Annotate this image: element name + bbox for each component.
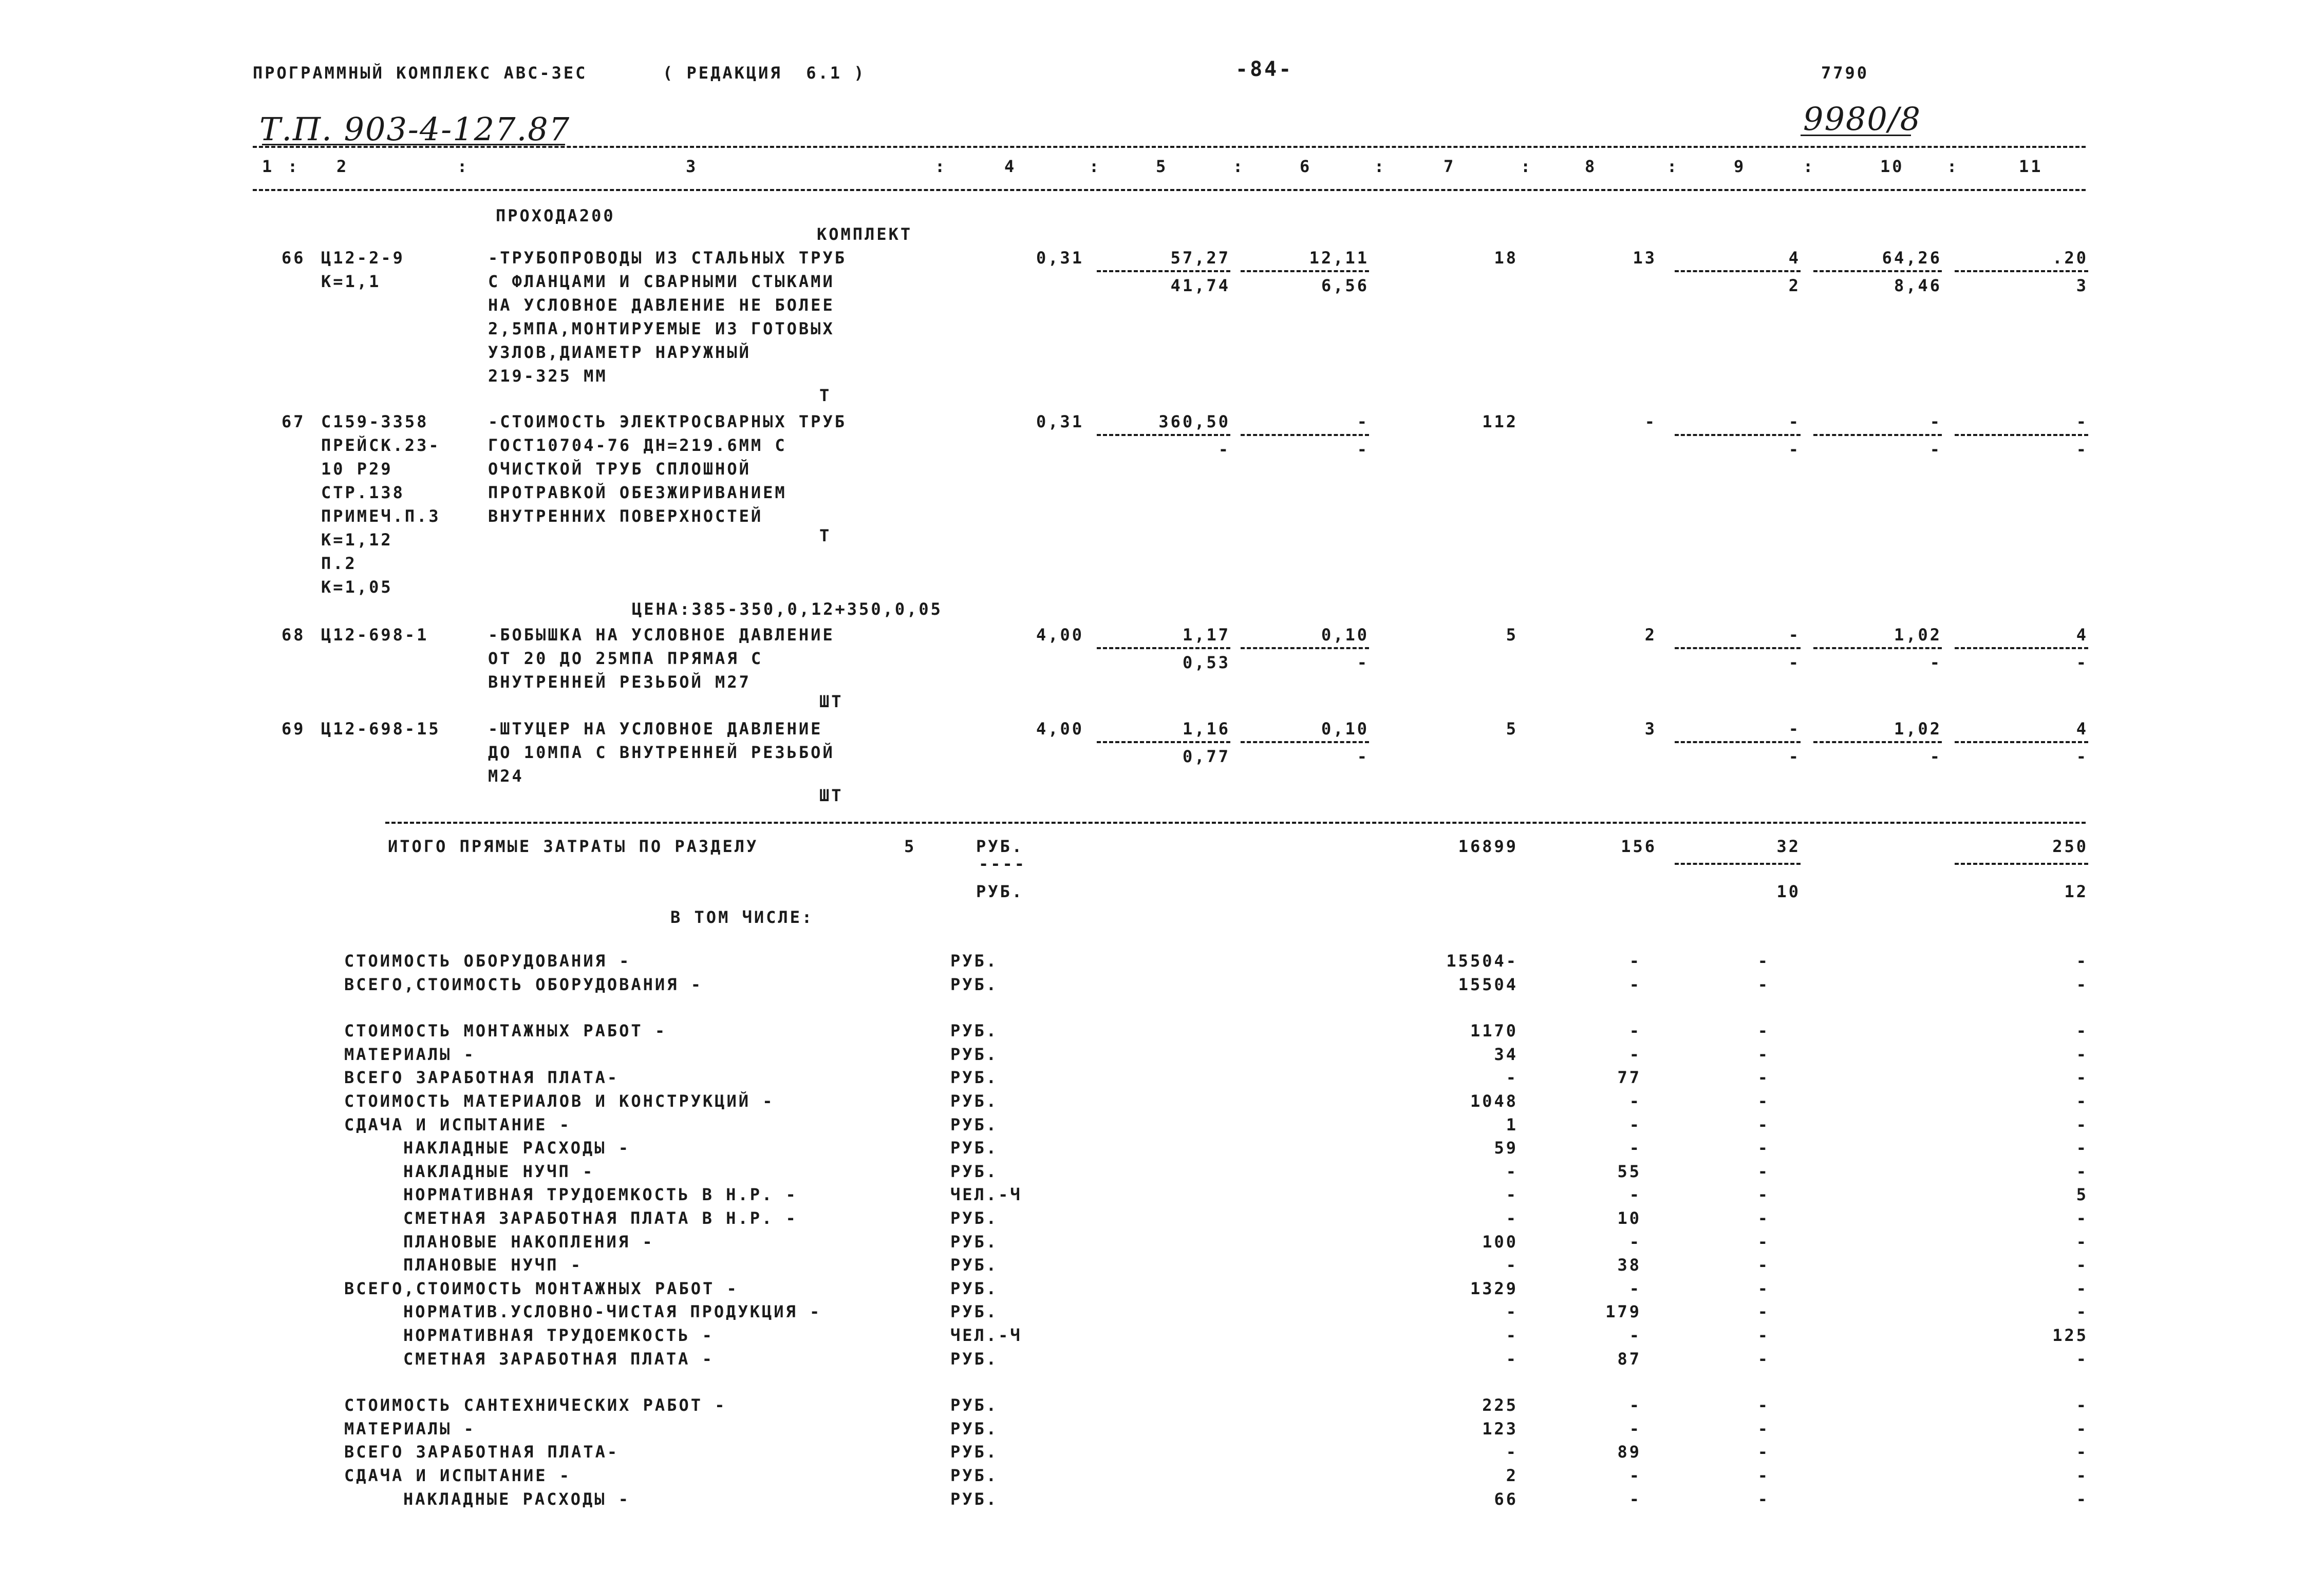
value-c7: 112 (1482, 412, 1518, 431)
summary-c11: - (2076, 1161, 2088, 1181)
subtotal-divider (1675, 270, 1801, 272)
summary-label: ВСЕГО,СТОИМОСТЬ ОБОРУДОВАНИЯ - (344, 974, 703, 994)
summary-c7: - (1506, 1068, 1518, 1088)
value-c11-salary: - (2076, 747, 2088, 766)
quantity: 0,31 (1036, 412, 1084, 431)
value-c10: - (1929, 412, 1942, 431)
summary-c9: - (1757, 1489, 1770, 1509)
summary-c8: 55 (1617, 1161, 1641, 1181)
summary-c7: 1 (1506, 1114, 1518, 1134)
summary-c8: - (1629, 1232, 1641, 1252)
item-code: СТР.138 (321, 483, 405, 502)
value-c10-salary: - (1929, 653, 1942, 672)
doc-number: 7790 (1821, 63, 1869, 83)
header-rule-top (253, 146, 2086, 148)
total-label: ИТОГО ПРЯМЫЕ ЗАТРАТЫ ПО РАЗДЕЛУ (388, 837, 759, 856)
summary-c11: - (2076, 1068, 2088, 1088)
quantity: 4,00 (1036, 719, 1084, 739)
quantity: 0,31 (1036, 248, 1084, 268)
summary-c11: - (2076, 951, 2088, 971)
column-header-1: 1 (262, 157, 274, 176)
summary-label: НАКЛАДНЫЕ РАСХОДЫ - (403, 1138, 631, 1158)
item-description: 219-325 ММ (488, 366, 608, 386)
summary-c7: 123 (1482, 1418, 1518, 1439)
summary-c9: - (1757, 951, 1770, 971)
summary-label: НОРМАТИВ.УСЛОВНО-ЧИСТАЯ ПРОДУКЦИЯ - (403, 1302, 822, 1322)
carry-over-note: ПРОХОДА200 (496, 206, 615, 225)
total-c11: 250 (2052, 837, 2088, 856)
value-c10: 64,26 (1882, 248, 1942, 268)
value-c6-salary: - (1357, 440, 1369, 459)
summary-c11: - (2076, 1278, 2088, 1298)
total-c11-salary: 12 (2064, 882, 2088, 901)
summary-c11: - (2076, 1442, 2088, 1462)
unit-label: ШТ (819, 786, 844, 805)
subtotal-divider (1241, 741, 1369, 743)
summary-c7: - (1506, 1302, 1518, 1322)
summary-c11: - (2076, 974, 2088, 994)
including-label: В ТОМ ЧИСЛЕ: (670, 907, 814, 927)
value-c9: - (1788, 625, 1801, 645)
summary-c7: 2 (1506, 1466, 1518, 1485)
summary-c8: - (1629, 1021, 1641, 1041)
summary-label: СДАЧА И ИСПЫТАНИЕ - (344, 1466, 572, 1485)
summary-c8: - (1629, 1326, 1641, 1345)
summary-c8: - (1629, 951, 1641, 971)
summary-c8: - (1629, 1091, 1641, 1111)
item-description: -ШТУЦЕР НА УСЛОВНОЕ ДАВЛЕНИЕ (488, 719, 823, 739)
value-c5-salary: - (1218, 440, 1230, 459)
value-c9: 4 (1788, 248, 1801, 268)
section-total-rule (385, 822, 2086, 824)
value-c8: 2 (1644, 625, 1657, 645)
column-header-3: 3 (686, 157, 698, 176)
summary-c9: - (1757, 974, 1770, 994)
item-description: -БОБЫШКА НА УСЛОВНОЕ ДАВЛЕНИЕ (488, 625, 835, 645)
summary-c9: - (1757, 1138, 1770, 1158)
item-code: К=1,05 (321, 577, 393, 597)
summary-c11: - (2076, 1091, 2088, 1111)
summary-c9: - (1757, 1278, 1770, 1298)
value-c9-salary: - (1788, 747, 1801, 766)
summary-c9: - (1757, 1114, 1770, 1134)
total-unit: РУБ. (976, 837, 1024, 856)
summary-unit: РУБ. (950, 1232, 999, 1252)
value-c5-salary: 0,53 (1182, 653, 1230, 672)
value-c9-salary: - (1788, 440, 1801, 459)
summary-c11: - (2076, 1208, 2088, 1228)
summary-c9: - (1757, 1466, 1770, 1485)
value-c11-salary: 3 (2076, 276, 2088, 295)
unit-label: Т (819, 386, 832, 405)
subtotal-divider (1675, 647, 1801, 649)
value-c6: 12,11 (1309, 248, 1369, 268)
item-code: Ц12-2-9 (321, 248, 405, 268)
summary-c7: 225 (1482, 1395, 1518, 1415)
summary-c9: - (1757, 1044, 1770, 1064)
summary-label: ВСЕГО,СТОИМОСТЬ МОНТАЖНЫХ РАБОТ - (344, 1278, 739, 1298)
summary-label: МАТЕРИАЛЫ - (344, 1418, 476, 1439)
total-divider (1675, 863, 1801, 865)
value-c5-salary: 41,74 (1170, 276, 1230, 295)
total-c7: 16899 (1458, 837, 1518, 856)
item-code: П.2 (321, 554, 357, 573)
subtotal-divider (1813, 434, 1942, 436)
item-description: НА УСЛОВНОЕ ДАВЛЕНИЕ НЕ БОЛЕЕ (488, 295, 835, 315)
summary-unit: РУБ. (950, 1021, 999, 1041)
summary-c9: - (1757, 1208, 1770, 1228)
value-c9-salary: 2 (1788, 276, 1801, 295)
value-c11: 4 (2076, 625, 2088, 645)
summary-c7: - (1506, 1208, 1518, 1228)
subtotal-divider (1813, 270, 1942, 272)
summary-c8: - (1629, 1466, 1641, 1485)
summary-c8: 87 (1617, 1349, 1641, 1369)
summary-c7: 1329 (1470, 1278, 1518, 1298)
subtotal-divider (1955, 270, 2088, 272)
summary-c11: - (2076, 1232, 2088, 1252)
column-header-10: 10 (1880, 157, 1904, 176)
summary-c8: - (1629, 1114, 1641, 1134)
summary-c8: 10 (1617, 1208, 1641, 1228)
value-c9: - (1788, 719, 1801, 739)
value-c8: 13 (1633, 248, 1657, 268)
summary-c11: - (2076, 1395, 2088, 1415)
value-c6: 0,10 (1321, 625, 1369, 645)
program-edition: ( РЕДАКЦИЯ 6.1 ) (663, 63, 866, 83)
subtotal-divider (1241, 647, 1369, 649)
item-code: ПРИМЕЧ.П.3 (321, 506, 441, 526)
summary-c7: - (1506, 1185, 1518, 1205)
value-c8: 3 (1644, 719, 1657, 739)
subtotal-divider (1097, 647, 1230, 649)
summary-label: НАКЛАДНЫЕ РАСХОДЫ - (403, 1489, 631, 1509)
column-separator: : (1667, 157, 1679, 176)
summary-unit: РУБ. (950, 1138, 999, 1158)
summary-unit: ЧЕЛ.-Ч (950, 1185, 1022, 1205)
summary-c9: - (1757, 1185, 1770, 1205)
summary-c8: - (1629, 1138, 1641, 1158)
summary-c7: - (1506, 1349, 1518, 1369)
summary-c9: - (1757, 1418, 1770, 1439)
summary-c8: - (1629, 1185, 1641, 1205)
summary-c11: - (2076, 1114, 2088, 1134)
summary-c8: 89 (1617, 1442, 1641, 1462)
column-separator: : (1089, 157, 1101, 176)
summary-c11: - (2076, 1349, 2088, 1369)
summary-c7: 1170 (1470, 1021, 1518, 1041)
value-c6: 0,10 (1321, 719, 1369, 739)
summary-c8: 179 (1605, 1302, 1641, 1322)
summary-label: НАКЛАДНЫЕ НУЧП - (403, 1161, 595, 1181)
summary-c7: 34 (1494, 1044, 1518, 1064)
summary-c9: - (1757, 1161, 1770, 1181)
summary-unit: РУБ. (950, 1208, 999, 1228)
summary-unit: РУБ. (950, 1068, 999, 1088)
column-header-6: 6 (1300, 157, 1312, 176)
summary-label: СМЕТНАЯ ЗАРАБОТНАЯ ПЛАТА - (403, 1349, 714, 1369)
summary-c7: - (1506, 1442, 1518, 1462)
unit-label: ШТ (819, 692, 844, 711)
subtotal-divider (1675, 741, 1801, 743)
summary-unit: РУБ. (950, 1418, 999, 1439)
summary-unit: ЧЕЛ.-Ч (950, 1326, 1022, 1345)
value-c10-salary: - (1929, 747, 1942, 766)
sheet-code-underline (1801, 135, 1911, 136)
summary-c11: - (2076, 1418, 2088, 1439)
item-description: М24 (488, 766, 524, 786)
total-c9-salary: 10 (1776, 882, 1801, 901)
summary-label: СТОИМОСТЬ САНТЕХНИЧЕСКИХ РАБОТ - (344, 1395, 727, 1415)
item-description: ОТ 20 ДО 25МПА ПРЯМАЯ С (488, 649, 763, 668)
subtotal-divider (1241, 270, 1369, 272)
subtotal-divider (1097, 741, 1230, 743)
summary-unit: РУБ. (950, 1278, 999, 1298)
column-separator: : (457, 157, 470, 176)
item-description: ГОСТ10704-76 ДН=219.6ММ С (488, 436, 787, 455)
summary-c9: - (1757, 1395, 1770, 1415)
summary-c8: - (1629, 974, 1641, 994)
page-number: -84- (1235, 58, 1294, 81)
column-header-2: 2 (336, 157, 349, 176)
item-description: ПРОТРАВКОЙ ОБЕЗЖИРИВАНИЕМ (488, 483, 787, 502)
total-divider (1955, 863, 2088, 865)
value-c5-salary: 0,77 (1182, 747, 1230, 766)
summary-c11: - (2076, 1021, 2088, 1041)
subtotal-divider (1675, 434, 1801, 436)
value-c6-salary: - (1357, 653, 1369, 672)
item-description: ВНУТРЕННЕЙ РЕЗЬБОЙ М27 (488, 672, 751, 692)
header-rule-bottom (253, 189, 2086, 191)
summary-unit: РУБ. (950, 1091, 999, 1111)
summary-label: ВСЕГО ЗАРАБОТНАЯ ПЛАТА- (344, 1068, 620, 1088)
value-c11-salary: - (2076, 653, 2088, 672)
item-description: С ФЛАНЦАМИ И СВАРНЫМИ СТЫКАМИ (488, 272, 835, 291)
subtotal-divider (1097, 434, 1230, 436)
summary-label: СТОИМОСТЬ МАТЕРИАЛОВ И КОНСТРУКЦИЙ - (344, 1091, 775, 1111)
summary-label: НОРМАТИВНАЯ ТРУДОЕМКОСТЬ В Н.Р. - (403, 1185, 798, 1205)
summary-label: НОРМАТИВНАЯ ТРУДОЕМКОСТЬ - (403, 1326, 714, 1345)
value-c10-salary: - (1929, 440, 1942, 459)
column-separator: : (1233, 157, 1245, 176)
value-c7: 5 (1506, 719, 1518, 739)
summary-c9: - (1757, 1302, 1770, 1322)
program-title: ПРОГРАММНЫЙ КОМПЛЕКС АВС-3ЕС (253, 63, 588, 83)
summary-c11: - (2076, 1489, 2088, 1509)
summary-label: СДАЧА И ИСПЫТАНИЕ - (344, 1114, 572, 1134)
project-code-underline (262, 144, 565, 145)
subtotal-divider (1813, 741, 1942, 743)
summary-c8: - (1629, 1278, 1641, 1298)
item-description: ДО 10МПА С ВНУТРЕННЕЙ РЕЗЬБОЙ (488, 743, 835, 762)
summary-c9: - (1757, 1349, 1770, 1369)
subtotal-divider (1097, 270, 1230, 272)
column-separator: : (1803, 157, 1815, 176)
value-c7: 18 (1494, 248, 1518, 268)
item-code: 10 Р29 (321, 459, 393, 479)
item-number: 68 (282, 625, 306, 645)
summary-c8: 77 (1617, 1068, 1641, 1088)
value-c6-salary: 6,56 (1321, 276, 1369, 295)
summary-unit: РУБ. (950, 1489, 999, 1509)
column-separator: : (935, 157, 947, 176)
column-header-7: 7 (1444, 157, 1456, 176)
summary-c11: - (2076, 1044, 2088, 1064)
summary-unit: РУБ. (950, 1442, 999, 1462)
item-description: -СТОИМОСТЬ ЭЛЕКТРОСВАРНЫХ ТРУБ (488, 412, 847, 431)
summary-label: СТОИМОСТЬ ОБОРУДОВАНИЯ - (344, 951, 631, 971)
summary-c7: 59 (1494, 1138, 1518, 1158)
subtotal-divider (1813, 647, 1942, 649)
value-c5: 1,16 (1182, 719, 1230, 739)
summary-unit: РУБ. (950, 1161, 999, 1181)
summary-c8: - (1629, 1418, 1641, 1439)
summary-unit: РУБ. (950, 1114, 999, 1134)
project-code: Т.П. 903-4-127.87 (259, 110, 571, 148)
column-separator: : (1374, 157, 1386, 176)
value-c9-salary: - (1788, 653, 1801, 672)
quantity: 4,00 (1036, 625, 1084, 645)
item-code: К=1,12 (321, 530, 393, 550)
total-unit-dashes: ---- (979, 854, 1027, 874)
value-c11: - (2076, 412, 2088, 431)
summary-unit: РУБ. (950, 974, 999, 994)
value-c6: - (1357, 412, 1369, 431)
summary-c7: 15504- (1446, 951, 1518, 971)
project-sheet-code: 9980/8 (1803, 100, 1922, 138)
total-c9: 32 (1776, 837, 1801, 856)
column-separator: : (1521, 157, 1533, 176)
summary-c9: - (1757, 1255, 1770, 1275)
item-code: ПРЕЙСК.23- (321, 436, 441, 455)
column-header-8: 8 (1585, 157, 1597, 176)
summary-label: ПЛАНОВЫЕ НАКОПЛЕНИЯ - (403, 1232, 654, 1252)
summary-unit: РУБ. (950, 1302, 999, 1322)
summary-c11: 125 (2052, 1326, 2088, 1345)
summary-c9: - (1757, 1232, 1770, 1252)
summary-c7: 15504 (1458, 974, 1518, 994)
value-c11: .20 (2052, 248, 2088, 268)
summary-c11: - (2076, 1302, 2088, 1322)
summary-unit: РУБ. (950, 1255, 999, 1275)
summary-unit: РУБ. (950, 1466, 999, 1485)
value-c10: 1,02 (1894, 625, 1942, 645)
value-c11-salary: - (2076, 440, 2088, 459)
summary-c7: 1048 (1470, 1091, 1518, 1111)
item-description: ВНУТРЕННИХ ПОВЕРХНОСТЕЙ (488, 506, 763, 526)
summary-c8: - (1629, 1395, 1641, 1415)
item-description: -ТРУБОПРОВОДЫ ИЗ СТАЛЬНЫХ ТРУБ (488, 248, 847, 268)
summary-c7: - (1506, 1161, 1518, 1181)
unit-label: КОМПЛЕКТ (817, 224, 913, 244)
subtotal-divider (1241, 434, 1369, 436)
subtotal-divider (1955, 741, 2088, 743)
value-c7: 5 (1506, 625, 1518, 645)
summary-c8: - (1629, 1044, 1641, 1064)
item-description: ОЧИСТКОЙ ТРУБ СПЛОШНОЙ (488, 459, 751, 479)
item-code: Ц12-698-15 (321, 719, 441, 739)
summary-label: СМЕТНАЯ ЗАРАБОТНАЯ ПЛАТА В Н.Р. - (403, 1208, 798, 1228)
summary-unit: РУБ. (950, 1395, 999, 1415)
item-number: 67 (282, 412, 306, 431)
summary-label: МАТЕРИАЛЫ - (344, 1044, 476, 1064)
total-section: 5 (904, 837, 916, 856)
summary-unit: РУБ. (950, 951, 999, 971)
summary-c11: 5 (2076, 1185, 2088, 1205)
item-code: Ц12-698-1 (321, 625, 429, 645)
summary-c9: - (1757, 1021, 1770, 1041)
summary-c7: 100 (1482, 1232, 1518, 1252)
summary-c9: - (1757, 1326, 1770, 1345)
subtotal-divider (1955, 647, 2088, 649)
unit-label: Т (819, 526, 832, 545)
summary-label: ВСЕГО ЗАРАБОТНАЯ ПЛАТА- (344, 1442, 620, 1462)
summary-label: СТОИМОСТЬ МОНТАЖНЫХ РАБОТ - (344, 1021, 667, 1041)
summary-c9: - (1757, 1091, 1770, 1111)
subtotal-divider (1955, 434, 2088, 436)
value-c6-salary: - (1357, 747, 1369, 766)
item-code: К=1,1 (321, 272, 381, 291)
value-c9: - (1788, 412, 1801, 431)
value-c11: 4 (2076, 719, 2088, 739)
column-separator: : (1947, 157, 1959, 176)
column-header-4: 4 (1004, 157, 1017, 176)
value-c8: - (1644, 412, 1657, 431)
column-header-9: 9 (1734, 157, 1746, 176)
value-c10: 1,02 (1894, 719, 1942, 739)
column-header-11: 11 (2019, 157, 2043, 176)
summary-c7: - (1506, 1255, 1518, 1275)
summary-c11: - (2076, 1255, 2088, 1275)
item-description: 2,5МПА,МОНТИРУЕМЫЕ ИЗ ГОТОВЫХ (488, 319, 835, 338)
column-separator: : (288, 157, 300, 176)
item-code: С159-3358 (321, 412, 429, 431)
item-description: УЗЛОВ,ДИАМЕТР НАРУЖНЫЙ (488, 343, 751, 362)
value-c5: 1,17 (1182, 625, 1230, 645)
summary-c7: - (1506, 1326, 1518, 1345)
summary-unit: РУБ. (950, 1044, 999, 1064)
price-note: ЦЕНА:385-350,0,12+350,0,05 (632, 599, 943, 619)
item-number: 66 (282, 248, 306, 268)
value-c10-salary: 8,46 (1894, 276, 1942, 295)
summary-c11: - (2076, 1138, 2088, 1158)
summary-c9: - (1757, 1068, 1770, 1088)
summary-c9: - (1757, 1442, 1770, 1462)
summary-c7: 66 (1494, 1489, 1518, 1509)
column-header-5: 5 (1156, 157, 1168, 176)
summary-c8: 38 (1617, 1255, 1641, 1275)
total-unit-salary: РУБ. (976, 882, 1024, 901)
total-c8: 156 (1621, 837, 1657, 856)
summary-c11: - (2076, 1466, 2088, 1485)
item-number: 69 (282, 719, 306, 739)
value-c5: 360,50 (1158, 412, 1230, 431)
value-c5: 57,27 (1170, 248, 1230, 268)
summary-unit: РУБ. (950, 1349, 999, 1369)
summary-label: ПЛАНОВЫЕ НУЧП - (403, 1255, 583, 1275)
summary-c8: - (1629, 1489, 1641, 1509)
